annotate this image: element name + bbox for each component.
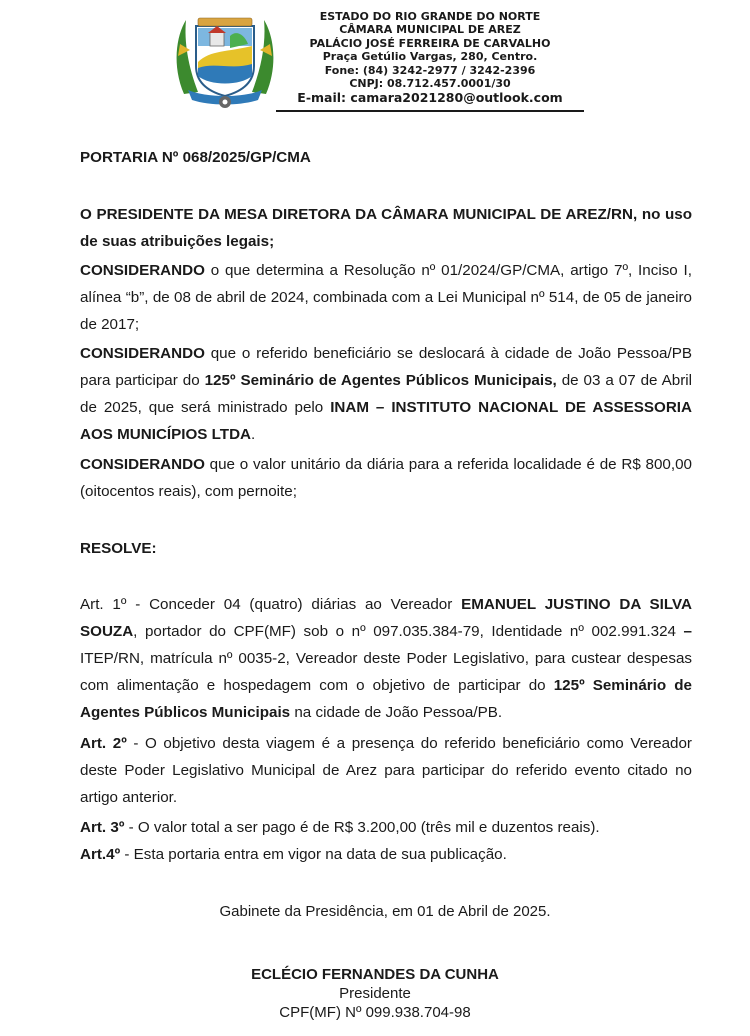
dash: – — [683, 623, 692, 640]
portaria-title: PORTARIA Nº 068/2025/GP/CMA — [80, 149, 311, 166]
considerando-text: que o valor unitário da diária para a referida localidade é de R$ 800,00 (oitocentos reais), com pernoite; — [80, 456, 692, 500]
article-label: Art. 3º — [80, 819, 125, 836]
considerando-text: de 03 a 07 de Abril de 2025, que será ministrado pelo — [80, 372, 692, 416]
article-label: Art.4º — [80, 846, 121, 863]
article-text: na cidade de João Pessoa/PB. — [290, 704, 503, 721]
article-text: - Esta portaria entra em vigor na data de sua publicação. — [120, 846, 507, 863]
article-2 — [80, 730, 692, 811]
article-text: , portador do CPF(MF) sob o nº 097.035.384-79, Identidade nº 002.991.324 — [133, 623, 684, 640]
institute-name: INAM – INSTITUTO NACIONAL DE ASSESSORIA AOS MUNICÍPIOS LTDA — [80, 399, 692, 443]
signatory-cpf: CPF(MF) Nº 099.938.704-98 — [279, 1004, 471, 1021]
header-rule — [276, 110, 584, 112]
article-3 — [80, 814, 692, 841]
beneficiary-name: EMANUEL JUSTINO DA SILVA SOUZA — [80, 596, 692, 640]
header-line-state: ESTADO DO RIO GRANDE DO NORTE — [319, 10, 541, 23]
header-line-chamber: CÂMARA MUNICIPAL DE AREZ — [339, 23, 521, 37]
considerando-label: CONSIDERANDO — [80, 345, 205, 362]
signatory-role: Presidente — [339, 985, 411, 1002]
considerando-2 — [80, 340, 692, 448]
header-line-phone: Fone: (84) 3242-2977 / 3242-2396 — [324, 63, 536, 77]
article-text: ITEP/RN, matrícula nº 0035-2, Vereador deste Poder Legislativo, para custear despesas com alimentação e hospedagem com o objetivo de participar do — [80, 650, 692, 694]
header-line-address: Praça Getúlio Vargas, 280, Centro. — [322, 50, 538, 64]
seminar-name: 125º Seminário de Agentes Públicos Municipais, — [204, 372, 557, 389]
article-text: Art. 1º - Conceder 04 (quatro) diárias ao Vereador — [80, 596, 462, 613]
article-1 — [80, 591, 692, 726]
signatory-name: ECLÉCIO FERNANDES DA CUNHA — [251, 966, 499, 983]
coat-of-arms-icon — [170, 6, 280, 110]
header-email: E-mail: camara2021280@outlook.com — [297, 90, 563, 106]
header-line-palace: PALÁCIO JOSÉ FERREIRA DE CARVALHO — [309, 36, 551, 50]
preamble — [80, 201, 692, 255]
article-text: - O objetivo desta viagem é a presença do referido beneficiário como Vereador deste Poder Legislativo Municipal de Arez para participar do referido evento citado no artigo anterior. — [80, 735, 692, 806]
article-label: Art. 2º — [80, 735, 127, 752]
preamble-text: O PRESIDENTE DA MESA DIRETORA DA CÂMARA MUNICIPAL DE AREZ/RN, no uso de suas atribuições legais; — [80, 206, 692, 250]
considerando-label: CONSIDERANDO — [80, 456, 205, 473]
article-text: - O valor total a ser pago é de R$ 3.200,00 (três mil e duzentos reais). — [124, 819, 600, 836]
letterhead — [170, 6, 585, 112]
institution-info — [280, 10, 580, 105]
article-4 — [80, 841, 692, 868]
considerando-text: que o referido beneficiário se deslocará à cidade de João Pessoa/PB para participar do — [80, 345, 692, 389]
seminar-name: 125º Seminário de Agentes Públicos Municipais — [80, 677, 693, 721]
considerando-label: CONSIDERANDO — [80, 262, 205, 279]
considerando-3 — [80, 451, 692, 505]
header-line-cnpj: CNPJ: 08.712.457.0001/30 — [349, 77, 511, 91]
resolve-heading: RESOLVE: — [80, 540, 157, 557]
considerando-text: . — [251, 426, 256, 443]
closing-date: Gabinete da Presidência, em 01 de Abril de 2025. — [219, 903, 551, 920]
considerando-1 — [80, 257, 692, 338]
considerando-text: o que determina a Resolução nº 01/2024/GP/CMA, artigo 7º, Inciso I, alínea “b”, de 08 de abril de 2024, combinada com a Lei Municipal nº 514, de 05 de janeiro de 2017; — [80, 262, 692, 333]
